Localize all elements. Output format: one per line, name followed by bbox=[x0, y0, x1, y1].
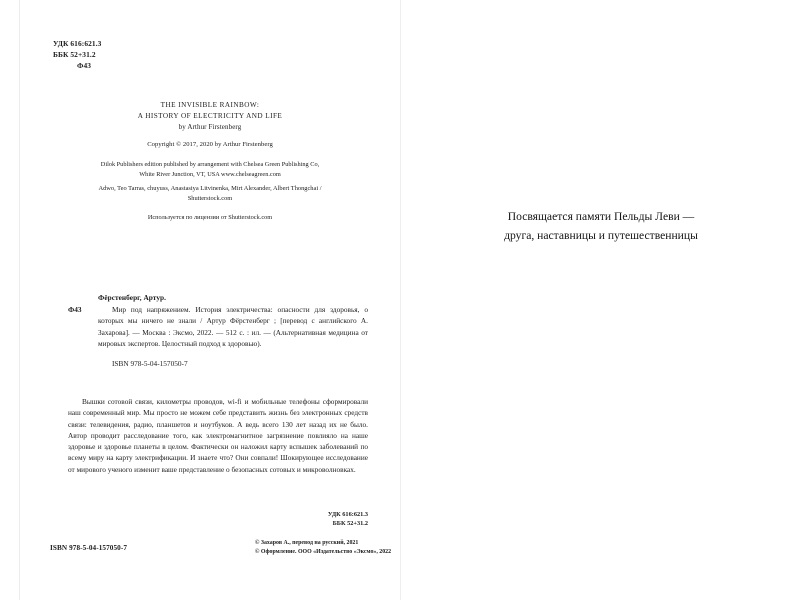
book-annotation: Вышки сотовой связи, километры проводов, wi-fi и мобильные телефоны сформировали наш современный мир. Мы просто не можем себе представить жизнь без электронных средств связи: телевидения, радио, планшетов и ноутбуков. А ведь всего 130 лет назад их не было. Автор проводит расследование того, как электромагнитное загрязнение повлияло на наше здоровье и здоровье планеты в целом. Фактически он наложил карту вспышек заболеваний по всему миру на карту электрификации. И знаете что? Они совпали! Шокирующее исследование от мирового ученого изменит ваше представление о безопасных сотовых и микроволновках. bbox=[68, 397, 368, 474]
footer-udk-code: УДК 616:621.3 bbox=[327, 511, 368, 518]
original-title-line-1: THE INVISIBLE RAINBOW: bbox=[160, 101, 260, 109]
bib-isbn: ISBN 978-5-04-157050-7 bbox=[112, 359, 188, 369]
udk-code: УДК 616:621.3 bbox=[53, 39, 102, 48]
dedication-page bbox=[401, 0, 800, 600]
copyright-notice: Copyright © 2017, 2020 by Arthur Firstenberg bbox=[147, 141, 273, 148]
dedication-block bbox=[441, 207, 761, 245]
credits-line-2: Shutterstock.com bbox=[187, 194, 233, 202]
dedication-line-1: Посвящается памяти Пельды Леви — bbox=[507, 210, 695, 223]
original-title-block bbox=[20, 100, 400, 133]
bib-author-heading: Фёрстенберг, Артур. bbox=[98, 293, 167, 302]
bib-shelfmark: Ф43 bbox=[68, 305, 82, 315]
original-author-byline: by Arthur Firstenberg bbox=[178, 123, 242, 131]
license-line-1: Dilok Publishers edition published by arrangement with Chelsea Green Publishing Co, bbox=[100, 161, 320, 168]
copyright-page bbox=[20, 0, 400, 600]
rights-line-2: © Оформление. ООО «Издательство «Эксмо», 2022 bbox=[255, 549, 392, 556]
original-title-line-2: A HISTORY OF ELECTRICITY AND LIFE bbox=[137, 112, 283, 120]
license-note: Используется по лицензии от Shutterstock.com bbox=[147, 214, 273, 221]
dedication-line-2: друга, наставницы и путешественницы bbox=[504, 229, 698, 242]
bbk-code: ББК 52+31.2 bbox=[53, 50, 96, 60]
footer-bbk-code: ББК 52+31.2 bbox=[332, 520, 368, 527]
classification-block bbox=[53, 38, 101, 72]
license-block bbox=[20, 160, 400, 179]
license-line-2: White River Junction, VT, USA www.chelseagreen.com bbox=[139, 170, 281, 178]
footer-rights-block bbox=[255, 539, 391, 558]
footer-isbn: ISBN 978-5-04-157050-7 bbox=[50, 544, 128, 552]
bibliographic-record bbox=[68, 292, 368, 369]
bib-description: Мир под напряжением. История электричества: опасности для здоровья, о которых мы ничего не знали / Артур Фёрстенберг ; [перевод с английского А. Захарова]. — Москва : Эксмо, 2022. — 512 с. : ил. — (Альтернативная медицина от мировых экспертов. Целостный подход к здоровью). bbox=[98, 305, 368, 348]
credits-line-1: Adwo, Teo Tarras, chuyuss, Anastasiya Litvinenka, Mirt Alexander, Albert Thongchai / bbox=[98, 185, 322, 192]
shelf-code: Ф43 bbox=[77, 61, 92, 71]
footer-classification-block bbox=[260, 510, 368, 528]
rights-line-1: © Захаров А., перевод на русский, 2021 bbox=[255, 540, 359, 546]
image-credits-block bbox=[20, 184, 400, 203]
